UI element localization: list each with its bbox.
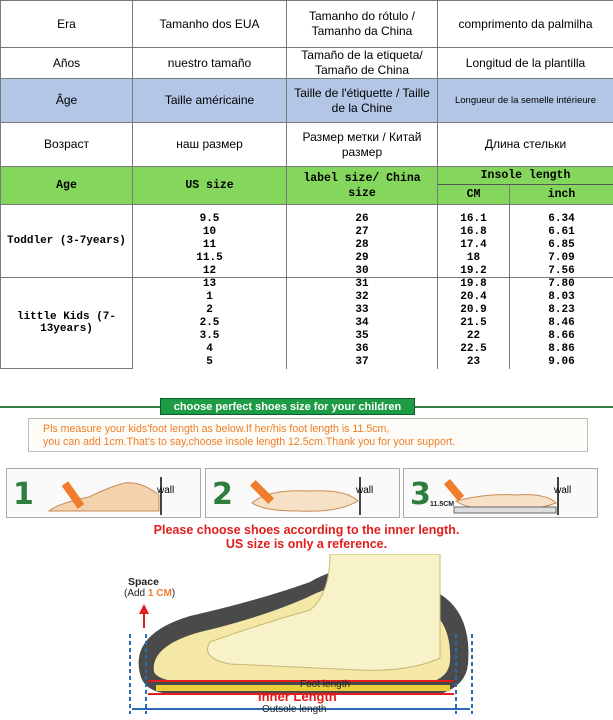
wall-label: wall — [157, 485, 175, 496]
insole-cell: comprimento da palmilha — [438, 1, 613, 48]
label-size-header: label size/ China size — [287, 167, 438, 205]
add-space-label: (Add 1 CM) — [124, 588, 176, 599]
notice-line-1: Pls measure your kids'foot length as below.If her/his foot length is 11.5cm, — [43, 423, 390, 435]
cm-cell: 22 — [438, 330, 510, 343]
us-cell: 5 — [133, 356, 287, 369]
label-size-cell: Tamaño de la etiqueta/ Tamaño de China — [287, 48, 438, 79]
cn-cell: 26 — [287, 213, 438, 226]
inch-cell: 6.61 — [510, 226, 613, 239]
us-cell: 2.5 — [133, 317, 287, 330]
cm-cell: 19.2 — [438, 265, 510, 278]
step-2-panel — [205, 468, 400, 518]
cm-cell: 22.5 — [438, 343, 510, 356]
cn-cell: 36 — [287, 343, 438, 356]
step-number: 2 — [212, 477, 233, 512]
insole-cell: Длина стельки — [438, 123, 613, 167]
inch-cell: 8.46 — [510, 317, 613, 330]
toddler-group-label: Toddler (3-7years) — [1, 205, 133, 278]
wall-label: wall — [356, 485, 374, 496]
us-cell: 9.5 — [133, 213, 287, 226]
inch-cell: 6.85 — [510, 239, 613, 252]
era-cell: Âge — [1, 79, 133, 123]
warning-inner-length: Please choose shoes according to the inner length. — [153, 523, 460, 537]
cn-cell: 31 — [287, 278, 438, 291]
cm-header: CM — [438, 185, 510, 205]
guide-banner: choose perfect shoes size for your children — [160, 398, 415, 415]
step-3-panel — [403, 468, 598, 518]
us-cell: 10 — [133, 226, 287, 239]
inch-cell: 8.66 — [510, 330, 613, 343]
label-size-cell: Taille de l'étiquette / Taille de la Chine — [287, 79, 438, 123]
cn-cell: 27 — [287, 226, 438, 239]
cm-cell: 17.4 — [438, 239, 510, 252]
cn-cell: 32 — [287, 291, 438, 304]
cm-cell: 23 — [438, 356, 510, 369]
notice-line-2: you can add 1cm.That's to say,choose insole length 12.5cm.Thank you for your support. — [43, 436, 456, 448]
us-cell: 2 — [133, 304, 287, 317]
us-size-cell: Taille américaine — [133, 79, 287, 123]
cn-cell: 28 — [287, 239, 438, 252]
inch-cell: 9.06 — [510, 356, 613, 369]
table-row — [1, 278, 613, 291]
spacer-row — [1, 205, 613, 213]
us-size-header: US size — [133, 167, 287, 205]
lang-row-portuguese — [1, 1, 613, 48]
step-1-panel — [6, 468, 201, 518]
cn-cell: 29 — [287, 252, 438, 265]
cn-cell: 37 — [287, 356, 438, 369]
us-size-cell: Tamanho dos EUA — [133, 1, 287, 48]
cm-cell: 20.9 — [438, 304, 510, 317]
cm-cell: 19.8 — [438, 278, 510, 291]
lang-row-french — [1, 79, 613, 123]
ruler-reading: 11.5CM — [430, 501, 455, 508]
inch-cell: 8.23 — [510, 304, 613, 317]
inch-cell: 7.56 — [510, 265, 613, 278]
label-size-cell: Tamanho do rótulo / Tamanho da China — [287, 1, 438, 48]
inch-header: inch — [510, 185, 613, 205]
space-label: Space — [128, 576, 159, 588]
kids-group-label: little Kids (7-13years) — [1, 278, 133, 369]
lang-row-spanish — [1, 48, 613, 79]
measure-notice — [28, 418, 588, 452]
warning-us-size: US size is only a reference. — [225, 537, 388, 551]
us-cell: 4 — [133, 343, 287, 356]
inch-cell: 8.03 — [510, 291, 613, 304]
inch-cell: 7.09 — [510, 252, 613, 265]
header-row — [1, 167, 613, 185]
wall-label: wall — [554, 485, 572, 496]
insole-cell: Longueur de la semelle intérieure — [438, 79, 613, 123]
cm-cell: 18 — [438, 252, 510, 265]
inch-cell: 6.34 — [510, 213, 613, 226]
us-size-cell: наш размер — [133, 123, 287, 167]
inch-cell: 7.80 — [510, 278, 613, 291]
cm-cell: 16.8 — [438, 226, 510, 239]
era-cell: Era — [1, 1, 133, 48]
us-size-cell: nuestro tamaño — [133, 48, 287, 79]
us-cell: 12 — [133, 265, 287, 278]
cn-cell: 33 — [287, 304, 438, 317]
cm-cell: 20.4 — [438, 291, 510, 304]
label-size-cell: Размер метки / Китай размер — [287, 123, 438, 167]
lang-row-russian — [1, 123, 613, 167]
insole-length-header: Insole length — [438, 167, 613, 185]
foot-length-label: Foot length — [300, 679, 351, 690]
age-header: Age — [1, 167, 133, 205]
us-cell: 11 — [133, 239, 287, 252]
cn-cell: 34 — [287, 317, 438, 330]
inner-length-label: Inner Length — [258, 689, 337, 704]
insole-cell: Longitud de la plantilla — [438, 48, 613, 79]
cn-cell: 30 — [287, 265, 438, 278]
measurement-guide — [0, 392, 613, 720]
us-cell: 3.5 — [133, 330, 287, 343]
step-number: 1 — [13, 477, 34, 512]
step-number: 3 — [410, 477, 431, 512]
era-cell: Возраст — [1, 123, 133, 167]
cn-cell: 35 — [287, 330, 438, 343]
outsole-length-label: Outsole length — [262, 704, 327, 715]
cm-cell: 16.1 — [438, 213, 510, 226]
inch-cell: 8.86 — [510, 343, 613, 356]
us-cell: 11.5 — [133, 252, 287, 265]
us-cell: 13 — [133, 278, 287, 291]
era-cell: Años — [1, 48, 133, 79]
cm-cell: 21.5 — [438, 317, 510, 330]
us-cell: 1 — [133, 291, 287, 304]
